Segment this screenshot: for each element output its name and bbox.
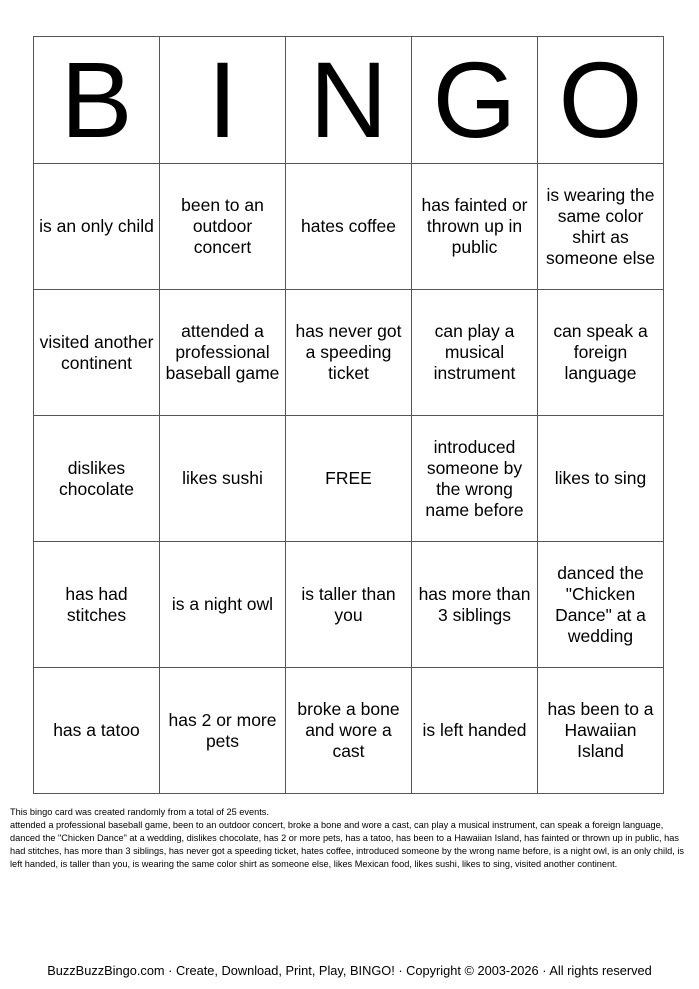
header-row bbox=[34, 37, 664, 164]
header-letter-i: I bbox=[160, 37, 286, 164]
cell-text: dislikes chocolate bbox=[59, 457, 134, 499]
bingo-cell bbox=[538, 668, 664, 794]
bingo-cell bbox=[34, 290, 160, 416]
cell-text: has a tatoo bbox=[53, 720, 140, 740]
bingo-cell bbox=[160, 416, 286, 542]
bingo-cell bbox=[538, 164, 664, 290]
cell-text: has been to a Hawaiian Island bbox=[547, 699, 654, 761]
cell-text: introduced someone by the wrong name before bbox=[425, 436, 524, 520]
bingo-cell bbox=[34, 542, 160, 668]
cell-text: likes to sing bbox=[554, 468, 647, 488]
bingo-cell bbox=[412, 416, 538, 542]
bingo-cell bbox=[286, 164, 412, 290]
bingo-cell bbox=[412, 668, 538, 794]
cell-text: is taller than you bbox=[301, 583, 396, 625]
card-row bbox=[34, 416, 664, 542]
cell-text: has fainted or thrown up in public bbox=[421, 195, 528, 257]
cell-text: can play a musical instrument bbox=[433, 321, 516, 383]
cell-text: has 2 or more pets bbox=[168, 709, 277, 751]
cell-text: hates coffee bbox=[300, 216, 397, 236]
bingo-cell bbox=[538, 290, 664, 416]
free-space-cell bbox=[286, 416, 412, 542]
bingo-cell bbox=[160, 668, 286, 794]
card-info bbox=[10, 806, 690, 871]
header-letter-g: G bbox=[412, 37, 538, 164]
cell-text: is an only child bbox=[39, 216, 154, 236]
header-letter-b: B bbox=[34, 37, 160, 164]
bingo-cell bbox=[160, 164, 286, 290]
free-space-text: FREE bbox=[325, 468, 372, 488]
bingo-cell bbox=[538, 542, 664, 668]
bingo-cell bbox=[412, 542, 538, 668]
bingo-cell bbox=[538, 416, 664, 542]
card-row bbox=[34, 290, 664, 416]
bingo-cell bbox=[286, 542, 412, 668]
card-row bbox=[34, 668, 664, 794]
cell-text: has had stitches bbox=[65, 583, 128, 625]
bingo-cell bbox=[286, 290, 412, 416]
card-row bbox=[34, 164, 664, 290]
cell-text: is a night owl bbox=[171, 594, 274, 614]
cell-text: can speak a foreign language bbox=[553, 321, 648, 383]
site-footer: BuzzBuzzBingo.com · Create, Download, Print, Play, BINGO! · Copyright © 2003-2026 · All rights reserved bbox=[47, 963, 652, 978]
cell-text: has never got a speeding ticket bbox=[295, 321, 402, 383]
cell-text: been to an outdoor concert bbox=[181, 195, 264, 257]
cell-text: danced the "Chicken Dance" at a wedding bbox=[555, 562, 646, 646]
cell-text: likes sushi bbox=[182, 468, 263, 488]
bingo-cell bbox=[34, 668, 160, 794]
cell-text: is wearing the same color shirt as someone else bbox=[546, 184, 655, 268]
cell-text: is left handed bbox=[422, 720, 527, 740]
header-letter-o: O bbox=[538, 37, 664, 164]
cell-text: visited another continent bbox=[39, 331, 154, 373]
bingo-cell bbox=[412, 290, 538, 416]
bingo-cell bbox=[286, 668, 412, 794]
bingo-cell bbox=[34, 416, 160, 542]
bingo-card bbox=[33, 36, 664, 794]
bingo-cell bbox=[160, 542, 286, 668]
cell-text: broke a bone and wore a cast bbox=[297, 699, 400, 761]
card-row bbox=[34, 542, 664, 668]
bingo-cell bbox=[412, 164, 538, 290]
header-letter-n: N bbox=[286, 37, 412, 164]
info-event-list: attended a professional baseball game, been to an outdoor concert, broke a bone and wore a cast, can play a musical instrument, can speak a foreign language, danced the "Chicken Dance" at a wedding, dislikes chocolate, has 2 or more pets, has a tatoo, has been to a Hawaiian Island, has fainted or thrown up in public, has had stitches, has more than 3 siblings, has never got a speeding ticket, hates coffee, introduced someone by the wrong name before, is a night owl, is an only child, is left handed, is taller than you, is wearing the same color shirt as someone else, likes Mexican food, likes sushi, likes to sing, visited another continent. bbox=[10, 820, 684, 869]
cell-text: attended a professional baseball game bbox=[165, 321, 280, 383]
bingo-cell bbox=[34, 164, 160, 290]
cell-text: has more than 3 siblings bbox=[418, 583, 531, 625]
info-summary: This bingo card was created randomly from a total of 25 events. bbox=[10, 807, 269, 817]
bingo-cell bbox=[160, 290, 286, 416]
